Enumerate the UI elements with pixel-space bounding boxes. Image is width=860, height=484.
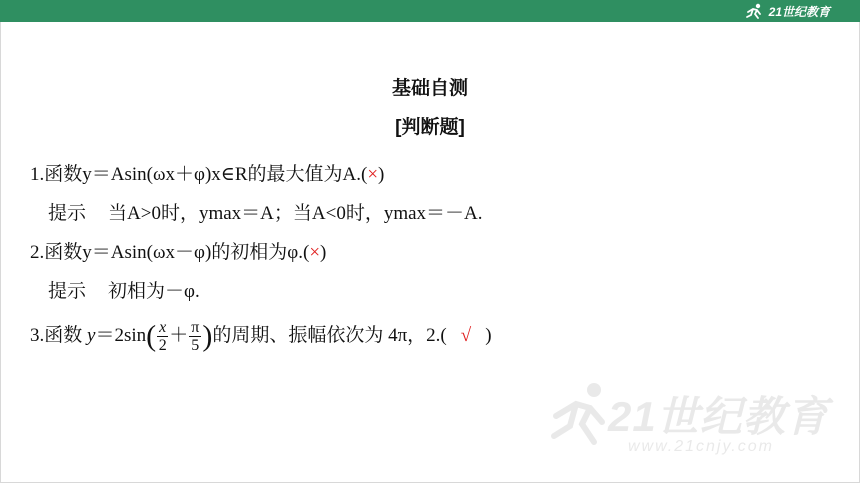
hint-1 — [48, 202, 483, 226]
question-3-suffix: 的周期、振幅依次为 4π，2.( — [212, 324, 447, 346]
variable-y: y — [87, 324, 96, 346]
watermark-text: 21世纪教育 — [608, 393, 829, 440]
hint-2-label: 提示 — [48, 281, 87, 302]
question-1-text: 1.函数y＝Asin(ωx＋φ)x∈R的最大值为A.( — [30, 164, 368, 185]
wrong-mark: × — [309, 242, 321, 263]
hint-2 — [48, 280, 200, 304]
wrong-mark: × — [367, 164, 379, 185]
left-paren: ( — [146, 319, 157, 353]
question-3-prefix: 3.函数 — [30, 324, 83, 346]
logo-text: 21世纪教育 — [768, 4, 830, 19]
fraction-x-over-2: $\frac{x}{2}$ — [158, 319, 167, 354]
right-paren: ) — [202, 319, 213, 353]
page-title: 基础自测 — [391, 78, 468, 99]
question-3-close: ) — [485, 324, 492, 346]
question-1 — [30, 163, 384, 187]
question-1-close: ) — [378, 164, 385, 185]
equals-sin: ＝2sin — [95, 324, 147, 346]
question-2-text: 2.函数y＝Asin(ωx－φ)的初相为φ.( — [30, 242, 310, 263]
brand-logo — [745, 2, 830, 20]
question-2 — [30, 241, 326, 265]
hint-1-label: 提示 — [48, 203, 87, 224]
header-bar — [0, 0, 860, 22]
plus-sign: ＋ — [169, 324, 189, 346]
watermark — [548, 380, 848, 470]
check-mark: √ — [460, 324, 472, 346]
hint-1-text: 当A>0时，ymax＝A；当A<0时，ymax＝－A. — [108, 203, 483, 224]
runner-icon — [745, 3, 765, 19]
fraction-pi-over-5: $\frac{\pi}{5}$ — [191, 319, 200, 354]
question-2-close: ) — [320, 242, 327, 263]
hint-2-text: 初相为－φ. — [108, 281, 200, 302]
question-3 — [30, 319, 492, 354]
section-subtitle: [判断题] — [395, 117, 465, 138]
watermark-url: www.21cnjy.com — [628, 438, 774, 455]
